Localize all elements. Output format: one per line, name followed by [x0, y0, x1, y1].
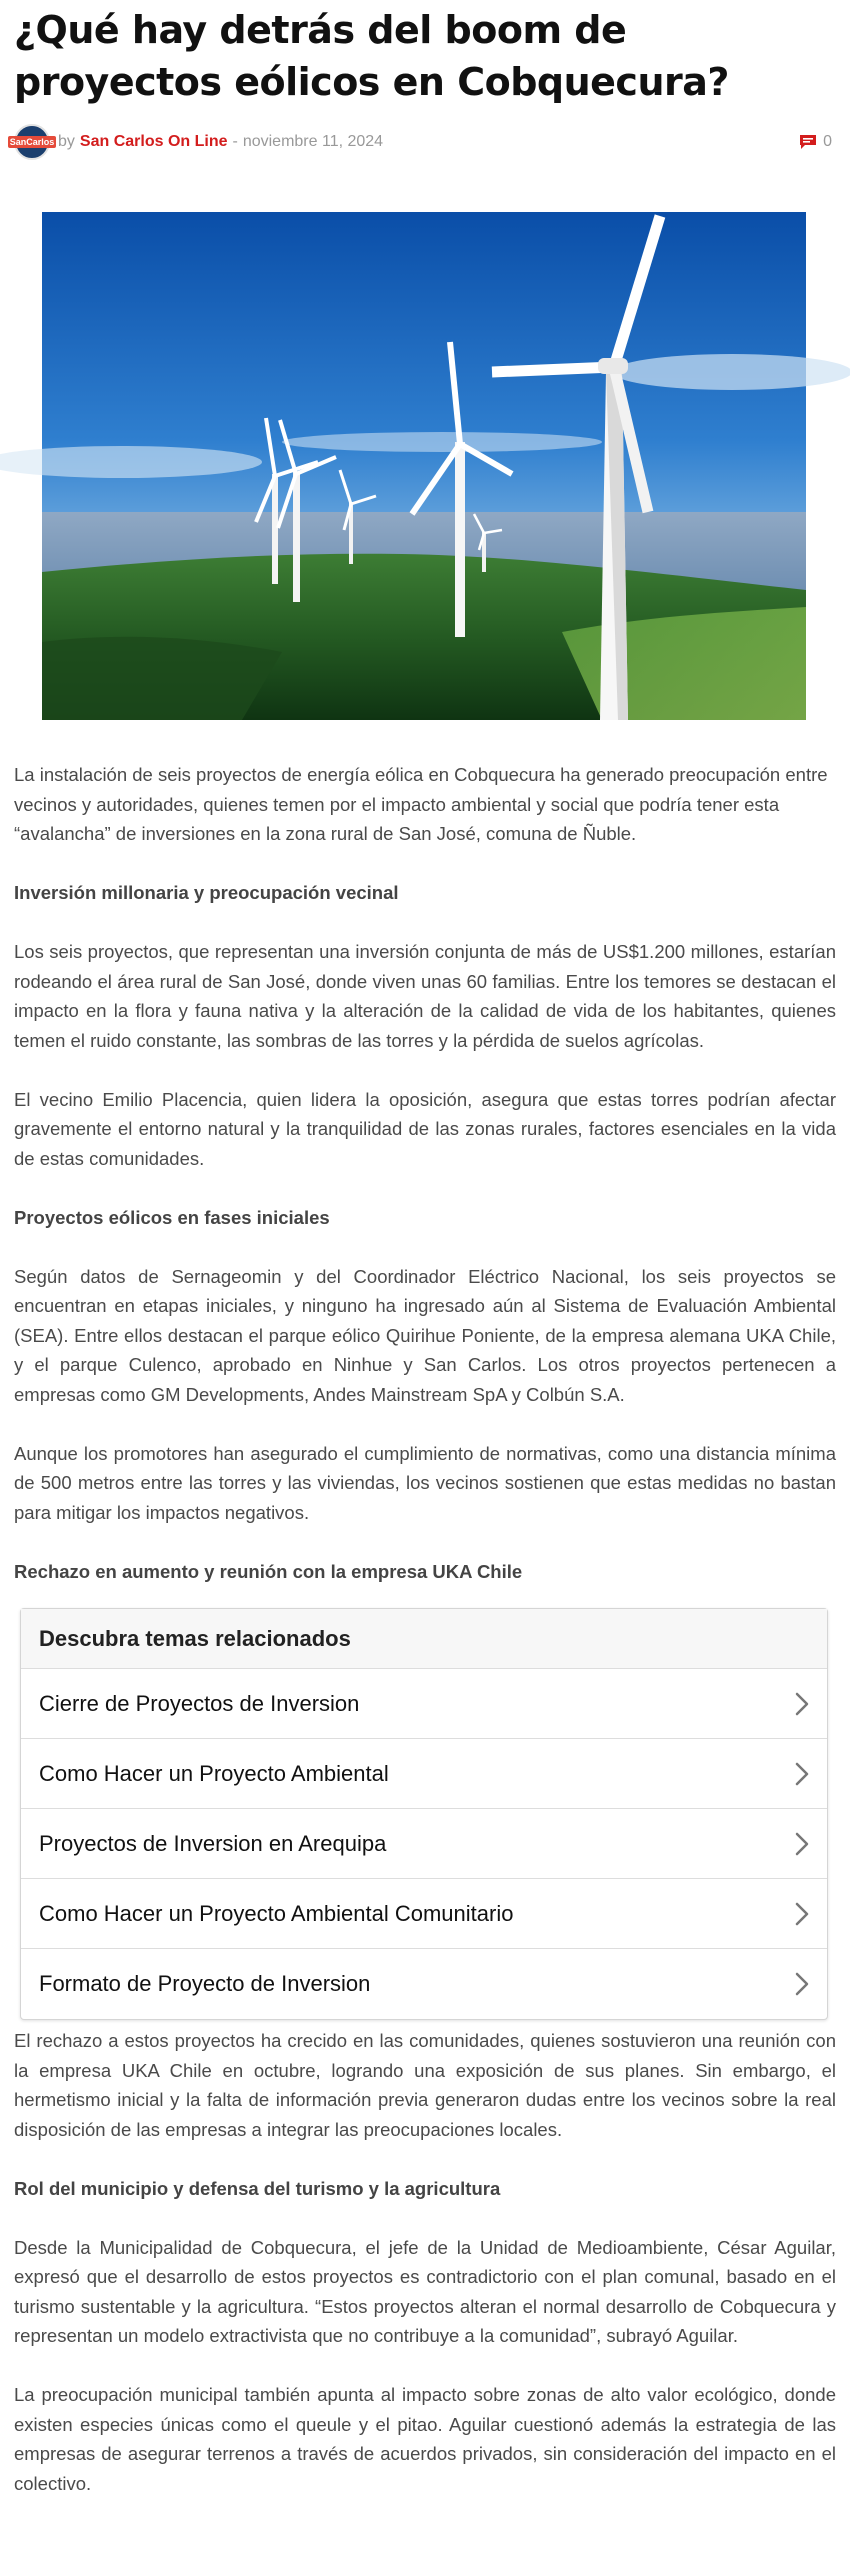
- article-body: [14, 760, 836, 2498]
- related-topic-link[interactable]: [21, 1739, 827, 1809]
- paragraph: Aunque los promotores han asegurado el cumplimiento de normativas, como una distancia mínima de 500 metros entre las torres y las viviendas, los vecinos sostienen que estas medidas no bastan para mitigar los impactos negativos.: [14, 1442, 836, 1523]
- chevron-right-icon: [795, 1832, 809, 1856]
- section-heading: Rol del municipio y defensa del turismo y la agricultura: [14, 2177, 501, 2199]
- section-heading: Proyectos eólicos en fases iniciales: [14, 1206, 330, 1228]
- related-topic-link[interactable]: [21, 1809, 827, 1879]
- related-topic-label: Formato de Proyecto de Inversion: [39, 1971, 371, 1996]
- author-link[interactable]: San Carlos On Line: [79, 133, 228, 150]
- related-topic-link[interactable]: [21, 1669, 827, 1739]
- related-topics-heading: Descubra temas relacionados: [21, 1609, 827, 1669]
- chevron-right-icon: [795, 1972, 809, 1996]
- avatar-logo-text: SanCarlos: [9, 137, 55, 147]
- hero-image-wind-turbines: [42, 212, 806, 720]
- chevron-right-icon: [795, 1762, 809, 1786]
- related-topic-label: Como Hacer un Proyecto Ambiental Comunitario: [39, 1900, 514, 1926]
- paragraph: El vecino Emilio Placencia, quien lidera la oposición, asegura que estas torres podrían afectar gravemente el entorno natural y la tranquilidad de las zonas rurales, factores esenciales en la vida de estas comunidades.: [14, 1088, 836, 1169]
- related-topics-box: [20, 1608, 828, 2020]
- byline-by: by: [58, 133, 75, 150]
- paragraph: Desde la Municipalidad de Cobquecura, el jefe de la Unidad de Medioambiente, César Aguilar, expresó que el desarrollo de estos proyectos es contradictorio con el plan comunal, basado en el turismo sustentable y la agricultura. “Estos proyectos alteran el normal desarrollo de Cobquecura y representan un modelo extractivista que no contribuye a la comunidad”, subrayó Aguilar.: [14, 2236, 836, 2346]
- chevron-right-icon: [795, 1692, 809, 1716]
- paragraph: Los seis proyectos, que representan una inversión conjunta de más de US$1.200 millones, estarían rodeando el área rural de San José, donde viven unas 60 familias. Entre los temores se destacan el impacto en la flora y fauna nativa y la alteración de la calidad de vida de los habitantes, quienes temen el ruido constante, las sombras de las torres y la pérdida de suelos agrícolas.: [14, 941, 836, 1051]
- author-avatar[interactable]: [9, 124, 55, 160]
- related-topic-label: Como Hacer un Proyecto Ambiental: [39, 1760, 389, 1786]
- paragraph: Según datos de Sernageomin y del Coordinador Eléctrico Nacional, los seis proyectos se encuentran en etapas iniciales, y ninguno ha ingresado aún al Sistema de Evaluación Ambiental (SEA). Entre ellos destacan el parque eólico Quirihue Poniente, de la empresa alemana UKA Chile, y el parque Culenco, aprobado en Ninhue y San Carlos. Los otros proyectos pertenecen a empresas como GM Developments, Andes Mainstream SpA y Colbún S.A.: [14, 1265, 836, 1405]
- related-topic-link[interactable]: [21, 1879, 827, 1949]
- paragraph: El rechazo a estos proyectos ha crecido en las comunidades, quienes sostuvieron una reunión con la empresa UKA Chile en octubre, logrando una exposición de sus planes. Sin embargo, el hermetismo inicial y la falta de información previa generaron dudas entre los vecinos sobre la real disposición de las empresas a integrar las preocupaciones locales.: [14, 2030, 836, 2140]
- related-topic-label: Cierre de Proyectos de Inversion: [39, 1690, 360, 1716]
- paragraph-intro: La instalación de seis proyectos de energía eólica en Cobquecura ha generado preocupación entre vecinos y autoridades, quienes temen por el impacto ambiental y social que podría tener esta “avalancha” de inversiones en la zona rural de San José, comuna de Ñuble.: [14, 764, 828, 844]
- article-title: ¿Qué hay detrás del boom de proyectos eólicos en Cobquecura?: [14, 8, 729, 104]
- related-topic-link[interactable]: [21, 1949, 827, 2019]
- publish-date: noviembre 11, 2024: [242, 133, 384, 150]
- related-topic-label: Proyectos de Inversion en Arequipa: [39, 1830, 387, 1856]
- section-heading: Inversión millonaria y preocupación vecinal: [14, 882, 399, 903]
- paragraph: La preocupación municipal también apunta al impacto sobre zonas de alto valor ecológico, donde existen especies únicas como el queule y el pitao. Aguilar cuestionó además la estrategia de las empresas de asegurar terrenos a través de acuerdos privados, sin consideración del impacto en el colectivo.: [14, 2384, 836, 2494]
- article-meta: [9, 122, 836, 162]
- comment-icon: [799, 134, 817, 150]
- comment-count: 0: [823, 133, 832, 150]
- chevron-right-icon: [795, 1902, 809, 1926]
- comments-link[interactable]: [799, 133, 836, 151]
- byline-separator: -: [232, 133, 238, 150]
- section-heading: Rechazo en aumento y reunión con la empresa UKA Chile: [14, 1560, 523, 1582]
